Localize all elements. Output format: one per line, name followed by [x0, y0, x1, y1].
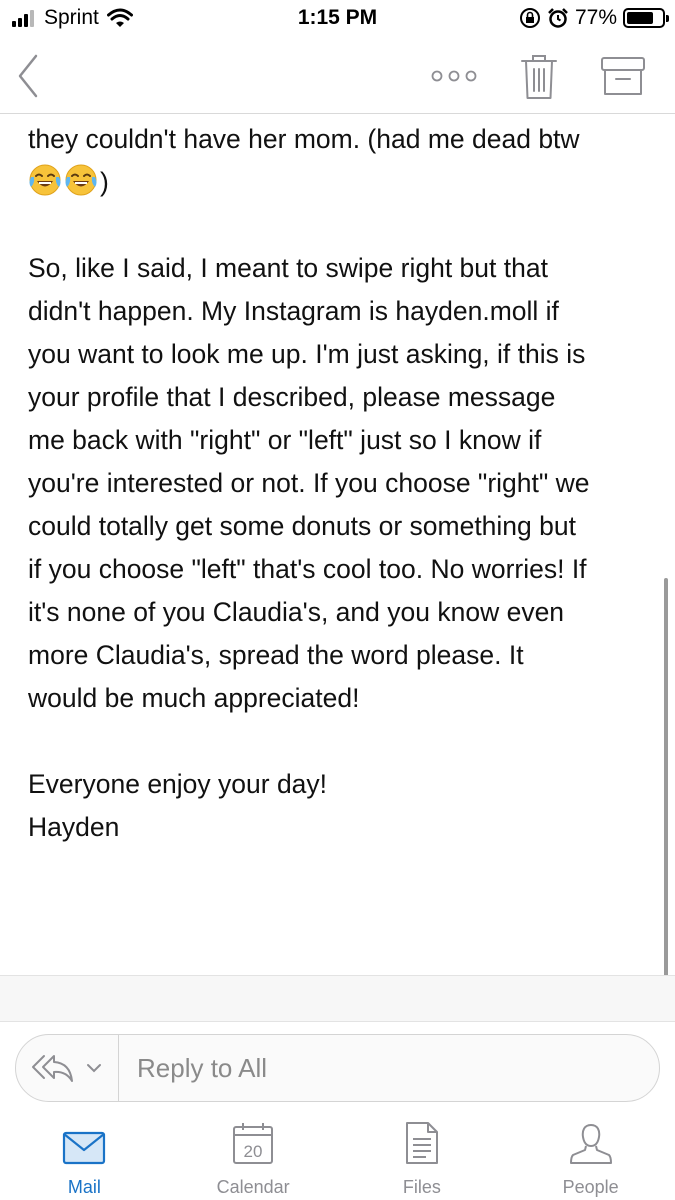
- people-icon: [569, 1121, 613, 1165]
- message-toolbar: [0, 38, 675, 114]
- tab-calendar[interactable]: [169, 1115, 338, 1200]
- status-right: [519, 6, 665, 30]
- body-line: your profile that I described, please message: [28, 382, 556, 412]
- mail-icon: [62, 1131, 106, 1165]
- closing-line: Everyone enjoy your day!: [28, 769, 328, 799]
- body-line: you want to look me up. I'm just asking, if this is: [28, 339, 586, 369]
- tab-bar: [0, 1115, 675, 1200]
- orientation-lock-icon: [519, 7, 541, 29]
- tab-label: Calendar: [216, 1177, 290, 1197]
- clock: 1:15 PM: [297, 6, 378, 29]
- crying-laughing-emoji-icon: [64, 163, 98, 197]
- more-button[interactable]: [428, 62, 480, 90]
- tab-mail[interactable]: [0, 1115, 169, 1200]
- battery-level: [627, 12, 653, 24]
- reply-bar: [15, 1034, 660, 1102]
- delete-button[interactable]: [518, 48, 560, 104]
- body-line: they couldn't have her mom. (had me dead btw: [28, 124, 580, 154]
- tab-label: Files: [402, 1177, 441, 1197]
- message-body: [28, 118, 653, 849]
- footer-band: [0, 976, 675, 1022]
- files-icon: [404, 1121, 440, 1165]
- tab-files[interactable]: [338, 1115, 507, 1200]
- body-line: would be much appreciated!: [28, 683, 360, 713]
- more-icon: [428, 62, 480, 90]
- body-line-emoji: [28, 161, 653, 204]
- alarm-icon: [547, 7, 569, 29]
- body-line: if you choose "left" that's cool too. No worries! If: [28, 554, 587, 584]
- archive-button[interactable]: [598, 52, 648, 102]
- body-text: ): [100, 167, 109, 197]
- reply-all-icon: [30, 1050, 80, 1086]
- tab-label: People: [562, 1177, 619, 1197]
- trash-icon: [518, 48, 560, 104]
- body-line: it's none of you Claudia's, and you know even: [28, 597, 565, 627]
- back-button[interactable]: [10, 48, 50, 104]
- tab-people[interactable]: [506, 1115, 675, 1200]
- body-line: you're interested or not. If you choose "right" we: [28, 468, 590, 498]
- body-line: more Claudia's, spread the word please. It: [28, 640, 524, 670]
- battery-percent: 77%: [574, 6, 617, 29]
- chevron-down-icon: [84, 1061, 104, 1075]
- body-paragraph: [28, 247, 653, 720]
- reply-type-button[interactable]: [16, 1035, 119, 1101]
- body-line: could totally get some donuts or something but: [28, 511, 576, 541]
- archive-icon: [598, 52, 648, 102]
- carrier-name: Sprint: [44, 6, 99, 29]
- calendar-icon: [231, 1121, 275, 1165]
- body-line: me back with "right" or "left" just so I know if: [28, 425, 542, 455]
- chevron-left-icon: [10, 48, 50, 104]
- calendar-date: 20: [243, 1142, 263, 1161]
- crying-laughing-emoji-icon: [28, 163, 62, 197]
- reply-input[interactable]: [119, 1035, 659, 1101]
- battery-icon: [623, 8, 665, 28]
- status-bar: [0, 0, 675, 38]
- signature: Hayden: [28, 812, 120, 842]
- body-line: didn't happen. My Instagram is hayden.moll if: [28, 296, 559, 326]
- body-line: So, like I said, I meant to swipe right but that: [28, 253, 548, 283]
- tab-label: Mail: [67, 1177, 101, 1197]
- scrollbar[interactable]: [664, 578, 668, 1018]
